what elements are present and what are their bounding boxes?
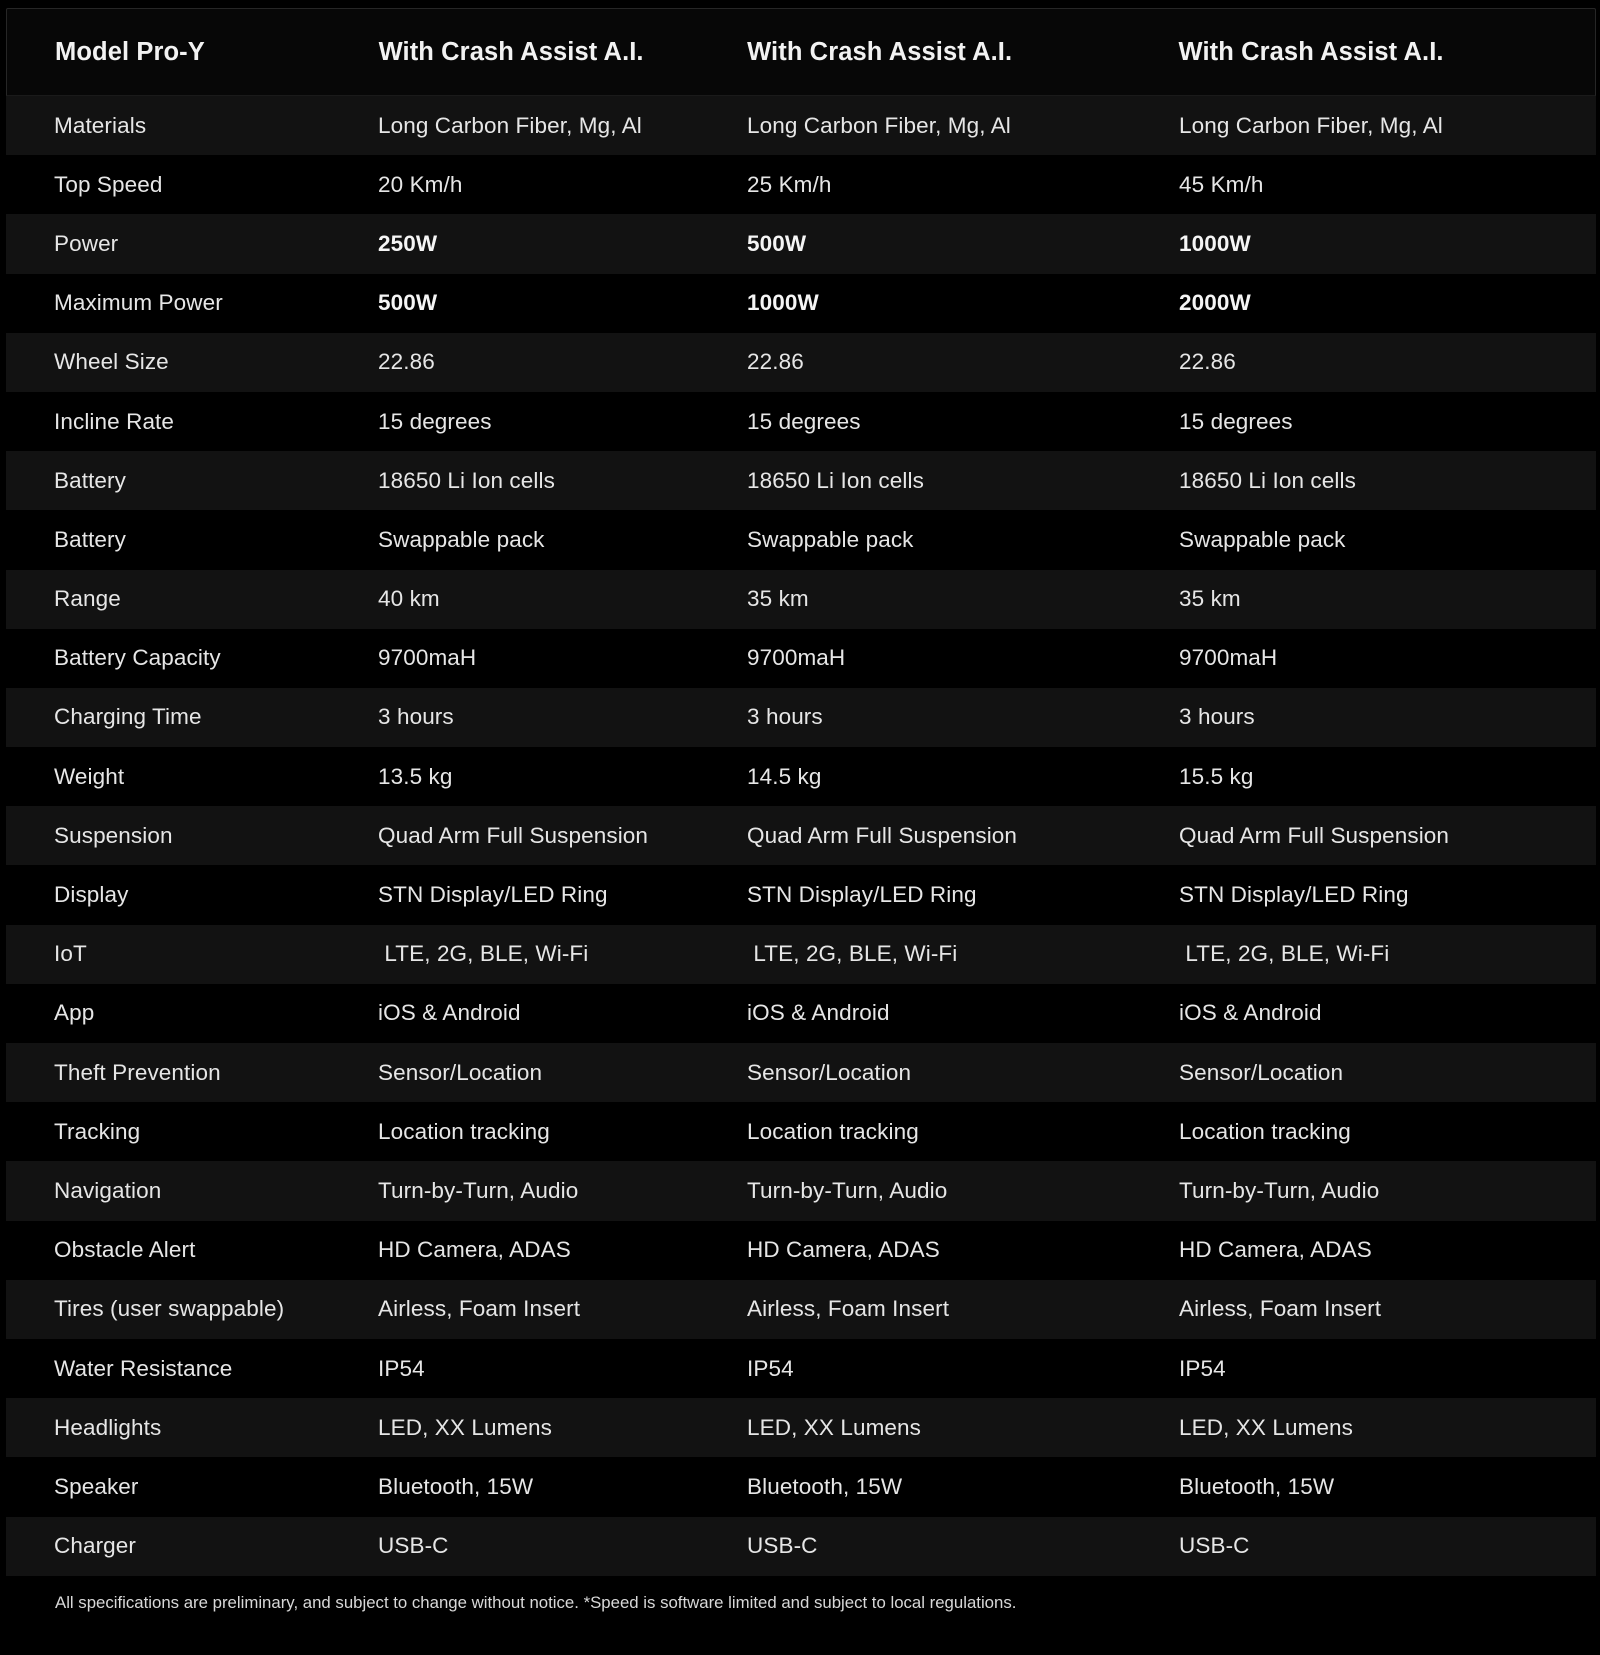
spec-value: Quad Arm Full Suspension: [747, 822, 1018, 848]
table-row: [6, 688, 1596, 747]
spec-value: 9700maH: [1179, 645, 1278, 671]
spec-value: iOS & Android: [747, 1000, 890, 1026]
spec-label: Battery: [54, 526, 126, 552]
spec-value: Bluetooth, 15W: [378, 1473, 534, 1499]
spec-value: 45 Km/h: [1179, 171, 1264, 197]
spec-value: 9700maH: [378, 645, 477, 671]
spec-value: 1000W: [747, 290, 819, 316]
table-row: [6, 333, 1596, 392]
spec-value: 40 km: [378, 586, 440, 612]
spec-value: 15 degrees: [747, 408, 861, 434]
spec-value: HD Camera, ADAS: [378, 1237, 571, 1263]
table-row: [6, 1161, 1596, 1220]
spec-value: 2000W: [1179, 290, 1251, 316]
table-body: [6, 96, 1596, 1576]
spec-label: Top Speed: [54, 171, 163, 197]
table-row: [6, 1221, 1596, 1280]
spec-value: Sensor/Location: [378, 1059, 543, 1085]
table-row: [6, 806, 1596, 865]
spec-label: Range: [54, 586, 121, 612]
spec-value: Long Carbon Fiber, Mg, Al: [378, 112, 642, 138]
spec-value: 3 hours: [1179, 704, 1255, 730]
table-row: [6, 1398, 1596, 1457]
spec-value: Location tracking: [747, 1118, 919, 1144]
spec-value: STN Display/LED Ring: [1179, 882, 1409, 908]
spec-value: 22.86: [1179, 349, 1236, 375]
spec-value: iOS & Android: [1179, 1000, 1322, 1026]
table-row: [6, 1457, 1596, 1516]
table-row: [6, 1339, 1596, 1398]
spec-value: IP54: [747, 1355, 794, 1381]
spec-value: 18650 Li Ion cells: [1179, 467, 1356, 493]
spec-label: Maximum Power: [54, 290, 223, 316]
spec-value: Long Carbon Fiber, Mg, Al: [1179, 112, 1443, 138]
spec-value: Turn-by-Turn, Audio: [1179, 1177, 1380, 1203]
table-header: [6, 8, 1596, 96]
spec-value: 22.86: [747, 349, 804, 375]
spec-label: App: [54, 1000, 95, 1026]
table-row: [6, 925, 1596, 984]
table-row: [6, 747, 1596, 806]
table-row: [6, 984, 1596, 1043]
spec-value: 18650 Li Ion cells: [378, 467, 555, 493]
spec-value: 3 hours: [747, 704, 823, 730]
spec-value: Airless, Foam Insert: [1179, 1296, 1382, 1322]
spec-value: LTE, 2G, BLE, Wi-Fi: [378, 941, 589, 967]
spec-value: HD Camera, ADAS: [1179, 1237, 1372, 1263]
spec-label: Battery: [54, 467, 126, 493]
spec-value: Swappable pack: [747, 526, 914, 552]
table-row: [6, 629, 1596, 688]
spec-value: LED, XX Lumens: [747, 1414, 921, 1440]
spec-value: LED, XX Lumens: [378, 1414, 552, 1440]
spec-value: Sensor/Location: [1179, 1059, 1344, 1085]
spec-value: Airless, Foam Insert: [378, 1296, 581, 1322]
header-column-2: With Crash Assist A.I.: [747, 37, 1013, 66]
spec-value: 500W: [747, 230, 807, 256]
spec-label: Navigation: [54, 1177, 162, 1203]
spec-value: Swappable pack: [1179, 526, 1346, 552]
spec-value: 25 Km/h: [747, 171, 832, 197]
spec-label: Tires (user swappable): [54, 1296, 285, 1322]
spec-label: Speaker: [54, 1473, 139, 1499]
spec-value: 20 Km/h: [378, 171, 463, 197]
spec-value: 1000W: [1179, 230, 1251, 256]
spec-value: 22.86: [378, 349, 435, 375]
spec-value: Bluetooth, 15W: [747, 1473, 903, 1499]
spec-value: STN Display/LED Ring: [747, 882, 977, 908]
table-row: [6, 570, 1596, 629]
spec-label: Headlights: [54, 1414, 162, 1440]
spec-label: Tracking: [54, 1118, 141, 1144]
spec-label: Materials: [54, 112, 147, 138]
spec-value: Airless, Foam Insert: [747, 1296, 950, 1322]
footnote: All specifications are preliminary, and subject to change without notice. *Speed is software limited and subject to local regulations.: [55, 1593, 1017, 1612]
table-row: [6, 214, 1596, 273]
spec-value: USB-C: [747, 1533, 818, 1559]
table-row: [6, 274, 1596, 333]
table-row: [6, 865, 1596, 924]
spec-value: Location tracking: [378, 1118, 550, 1144]
spec-value: IP54: [1179, 1355, 1226, 1381]
spec-value: 13.5 kg: [378, 763, 453, 789]
spec-value: 500W: [378, 290, 438, 316]
spec-label: Display: [54, 882, 129, 908]
spec-table: [6, 8, 1596, 1576]
spec-value: iOS & Android: [378, 1000, 521, 1026]
spec-label: Power: [54, 230, 119, 256]
spec-value: Quad Arm Full Suspension: [378, 822, 649, 848]
table-row: [6, 1102, 1596, 1161]
table-row: [6, 1280, 1596, 1339]
spec-value: HD Camera, ADAS: [747, 1237, 940, 1263]
spec-value: 18650 Li Ion cells: [747, 467, 924, 493]
spec-value: 14.5 kg: [747, 763, 822, 789]
spec-value: STN Display/LED Ring: [378, 882, 608, 908]
spec-label: Charging Time: [54, 704, 202, 730]
spec-value: 15.5 kg: [1179, 763, 1254, 789]
spec-value: Turn-by-Turn, Audio: [747, 1177, 948, 1203]
spec-label: Theft Prevention: [54, 1059, 221, 1085]
spec-value: 35 km: [747, 586, 809, 612]
spec-value: 250W: [378, 230, 438, 256]
spec-value: Long Carbon Fiber, Mg, Al: [747, 112, 1011, 138]
spec-value: LTE, 2G, BLE, Wi-Fi: [747, 941, 958, 967]
table-row: [6, 510, 1596, 569]
spec-value: IP54: [378, 1355, 425, 1381]
spec-value: LTE, 2G, BLE, Wi-Fi: [1179, 941, 1390, 967]
spec-value: Turn-by-Turn, Audio: [378, 1177, 579, 1203]
spec-label: Charger: [54, 1533, 136, 1559]
spec-label: Battery Capacity: [54, 645, 221, 671]
spec-label: IoT: [54, 941, 87, 967]
table-row: [6, 96, 1596, 155]
spec-label: Suspension: [54, 822, 173, 848]
table-row: [6, 1517, 1596, 1576]
header-model-name: Model Pro-Y: [55, 37, 205, 66]
spec-label: Weight: [54, 763, 125, 789]
spec-value: Quad Arm Full Suspension: [1179, 822, 1450, 848]
table-row: [6, 392, 1596, 451]
spec-label: Incline Rate: [54, 408, 175, 434]
spec-value: Bluetooth, 15W: [1179, 1473, 1335, 1499]
table-row: [6, 155, 1596, 214]
table-row: [6, 451, 1596, 510]
spec-label: Obstacle Alert: [54, 1237, 196, 1263]
spec-value: 35 km: [1179, 586, 1241, 612]
header-column-1: With Crash Assist A.I.: [378, 37, 644, 66]
spec-value: 3 hours: [378, 704, 454, 730]
spec-value: USB-C: [1179, 1533, 1250, 1559]
spec-value: 15 degrees: [378, 408, 492, 434]
spec-value: USB-C: [378, 1533, 449, 1559]
spec-value: Swappable pack: [378, 526, 545, 552]
spec-value: LED, XX Lumens: [1179, 1414, 1353, 1440]
spec-label: Water Resistance: [54, 1355, 233, 1381]
table-row: [6, 1043, 1596, 1102]
spec-value: Location tracking: [1179, 1118, 1351, 1144]
spec-value: 9700maH: [747, 645, 846, 671]
spec-value: 15 degrees: [1179, 408, 1293, 434]
header-column-3: With Crash Assist A.I.: [1178, 37, 1444, 66]
spec-value: Sensor/Location: [747, 1059, 912, 1085]
spec-label: Wheel Size: [54, 349, 169, 375]
